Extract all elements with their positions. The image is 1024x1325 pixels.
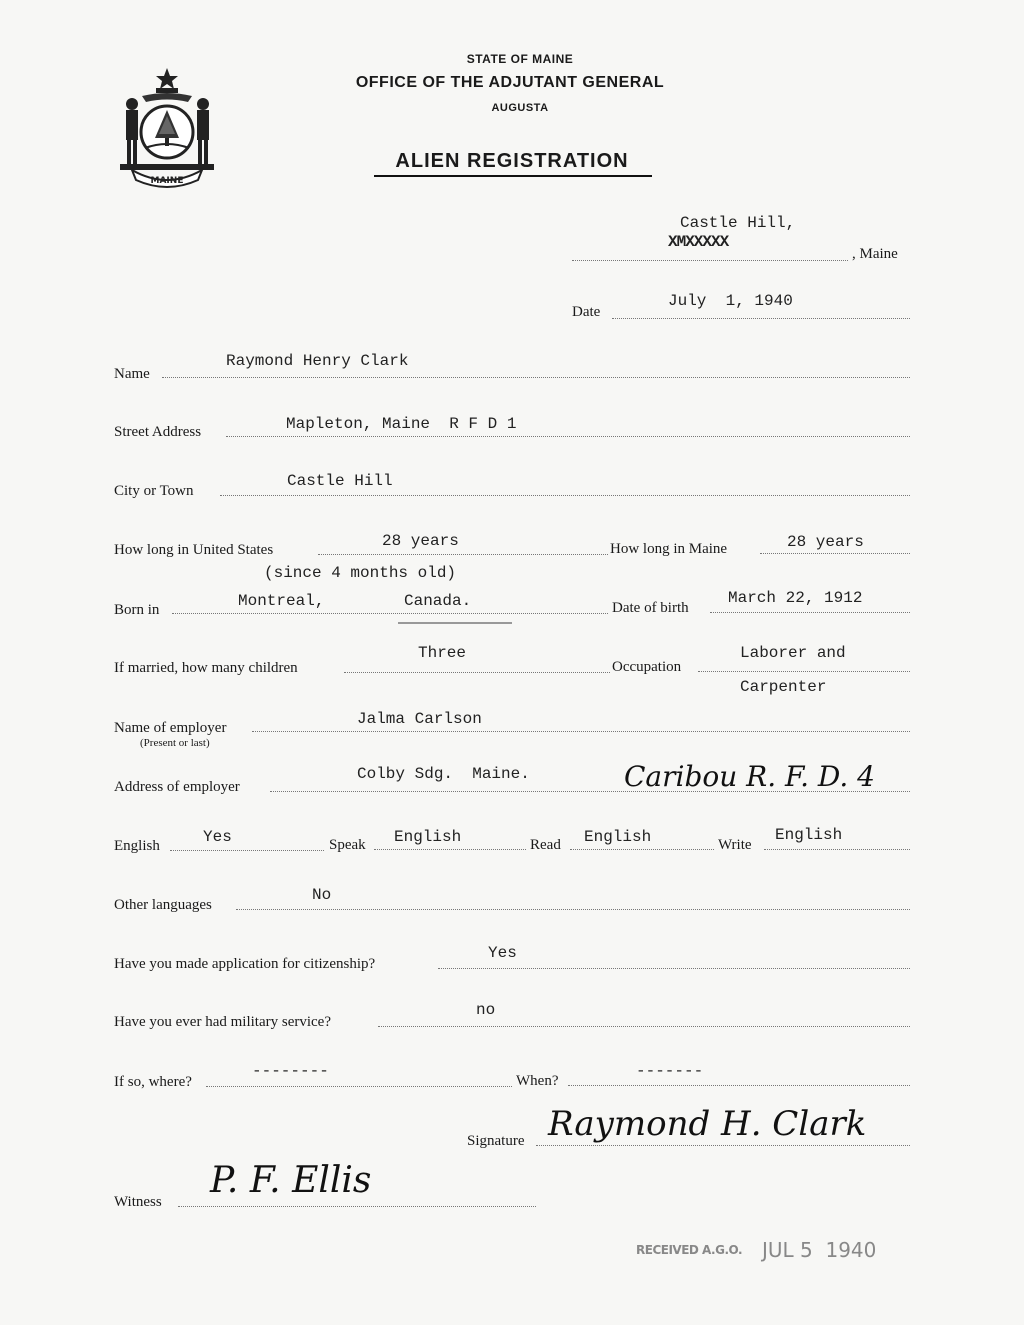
when-value: ------- bbox=[636, 1062, 704, 1080]
read-value: English bbox=[584, 828, 652, 846]
other-languages-value: No bbox=[312, 886, 332, 904]
where-value: -------- bbox=[252, 1062, 329, 1080]
when-line bbox=[568, 1085, 910, 1086]
how-long-maine-line bbox=[760, 553, 910, 554]
read-line bbox=[570, 849, 714, 850]
speak-value: English bbox=[394, 828, 462, 846]
other-languages-label: Other languages bbox=[114, 897, 212, 913]
born-in-line bbox=[172, 613, 608, 614]
born-underline bbox=[398, 622, 512, 624]
city-value: Castle Hill bbox=[287, 472, 393, 490]
occupation-line bbox=[698, 671, 910, 672]
employer-address-handwritten: Caribou R. F. D. 4 bbox=[624, 760, 875, 793]
citizenship-value: Yes bbox=[488, 944, 517, 962]
military-value: no bbox=[476, 1001, 496, 1019]
date-line bbox=[612, 318, 910, 319]
city-line bbox=[220, 495, 910, 496]
where-line bbox=[206, 1086, 512, 1087]
form-title: ALIEN REGISTRATION bbox=[395, 150, 629, 172]
military-label: Have you ever had military service? bbox=[114, 1014, 331, 1030]
state-seal-icon bbox=[112, 64, 222, 190]
children-label: If married, how many children bbox=[114, 660, 298, 676]
header-state: STATE OF MAINE bbox=[466, 52, 574, 66]
how-long-us-line bbox=[318, 554, 608, 555]
write-label: Write bbox=[718, 837, 752, 853]
received-stamp: RECEIVED A.G.O. bbox=[636, 1243, 743, 1257]
years-us-note: (since 4 months old) bbox=[264, 564, 457, 582]
occupation-value-1: Laborer and bbox=[740, 644, 846, 662]
employer-address-label: Address of employer bbox=[114, 779, 240, 795]
signature-line bbox=[536, 1145, 910, 1146]
town-value: Castle Hill, bbox=[680, 214, 796, 232]
name-label: Name bbox=[114, 366, 150, 382]
children-value: Three bbox=[418, 644, 467, 662]
military-line bbox=[378, 1026, 910, 1027]
english-label: English bbox=[114, 838, 160, 854]
signature-value: Raymond H. Clark bbox=[548, 1104, 867, 1144]
write-value: English bbox=[775, 826, 843, 844]
when-label: When? bbox=[516, 1073, 559, 1089]
witness-value: P. F. Ellis bbox=[210, 1160, 372, 1201]
header-office: OFFICE OF THE ADJUTANT GENERAL bbox=[355, 74, 665, 91]
speak-label: Speak bbox=[329, 837, 366, 853]
employer-address-value: Colby Sdg. Maine. bbox=[357, 765, 530, 783]
english-line bbox=[170, 850, 324, 851]
years-maine-value: 28 years bbox=[787, 533, 864, 551]
date-of-birth-label: Date of birth bbox=[612, 600, 689, 616]
born-city-value: Montreal, bbox=[238, 592, 325, 610]
born-in-label: Born in bbox=[114, 602, 160, 618]
street-label: Street Address bbox=[114, 424, 202, 440]
street-line bbox=[226, 436, 910, 437]
date-value: July 1, 1940 bbox=[668, 292, 793, 310]
years-us-value: 28 years bbox=[382, 532, 459, 550]
citizenship-label: Have you made application for citizenship? bbox=[114, 956, 376, 972]
date-of-birth-value: March 22, 1912 bbox=[728, 589, 863, 607]
name-value: Raymond Henry Clark bbox=[226, 352, 409, 370]
town-struck-value: XMXXXXX bbox=[668, 233, 729, 251]
city-label: City or Town bbox=[114, 483, 194, 499]
children-line bbox=[344, 672, 610, 673]
citizenship-line bbox=[438, 968, 910, 969]
english-value: Yes bbox=[203, 828, 232, 846]
how-long-maine-label: How long in Maine bbox=[610, 541, 728, 557]
born-country-value: Canada. bbox=[404, 592, 472, 610]
read-label: Read bbox=[530, 837, 561, 853]
received-stamp-date: JUL 5 1940 bbox=[762, 1238, 877, 1262]
date-label: Date bbox=[572, 304, 601, 320]
occupation-label: Occupation bbox=[612, 659, 682, 675]
name-line bbox=[162, 377, 910, 378]
other-languages-line bbox=[236, 909, 910, 910]
write-line bbox=[764, 849, 910, 850]
title-underline bbox=[374, 175, 652, 177]
town-line bbox=[572, 260, 848, 261]
employer-name-label: Name of employer bbox=[114, 720, 227, 736]
employer-address-line bbox=[270, 791, 910, 792]
seal-text: MAINE bbox=[150, 176, 184, 186]
where-label: If so, where? bbox=[114, 1074, 192, 1090]
employer-name-value: Jalma Carlson bbox=[357, 710, 482, 728]
occupation-value-2: Carpenter bbox=[740, 678, 827, 696]
speak-line bbox=[374, 849, 526, 850]
header-city: AUGUSTA bbox=[491, 102, 549, 114]
employer-name-sublabel: (Present or last) bbox=[140, 737, 210, 749]
witness-label: Witness bbox=[114, 1194, 162, 1210]
maine-label: , Maine bbox=[852, 246, 898, 262]
signature-label: Signature bbox=[467, 1133, 525, 1149]
date-of-birth-line bbox=[710, 612, 910, 613]
witness-line bbox=[178, 1206, 536, 1207]
employer-name-line bbox=[252, 731, 910, 732]
how-long-us-label: How long in United States bbox=[114, 542, 274, 558]
street-value: Mapleton, Maine R F D 1 bbox=[286, 415, 517, 433]
